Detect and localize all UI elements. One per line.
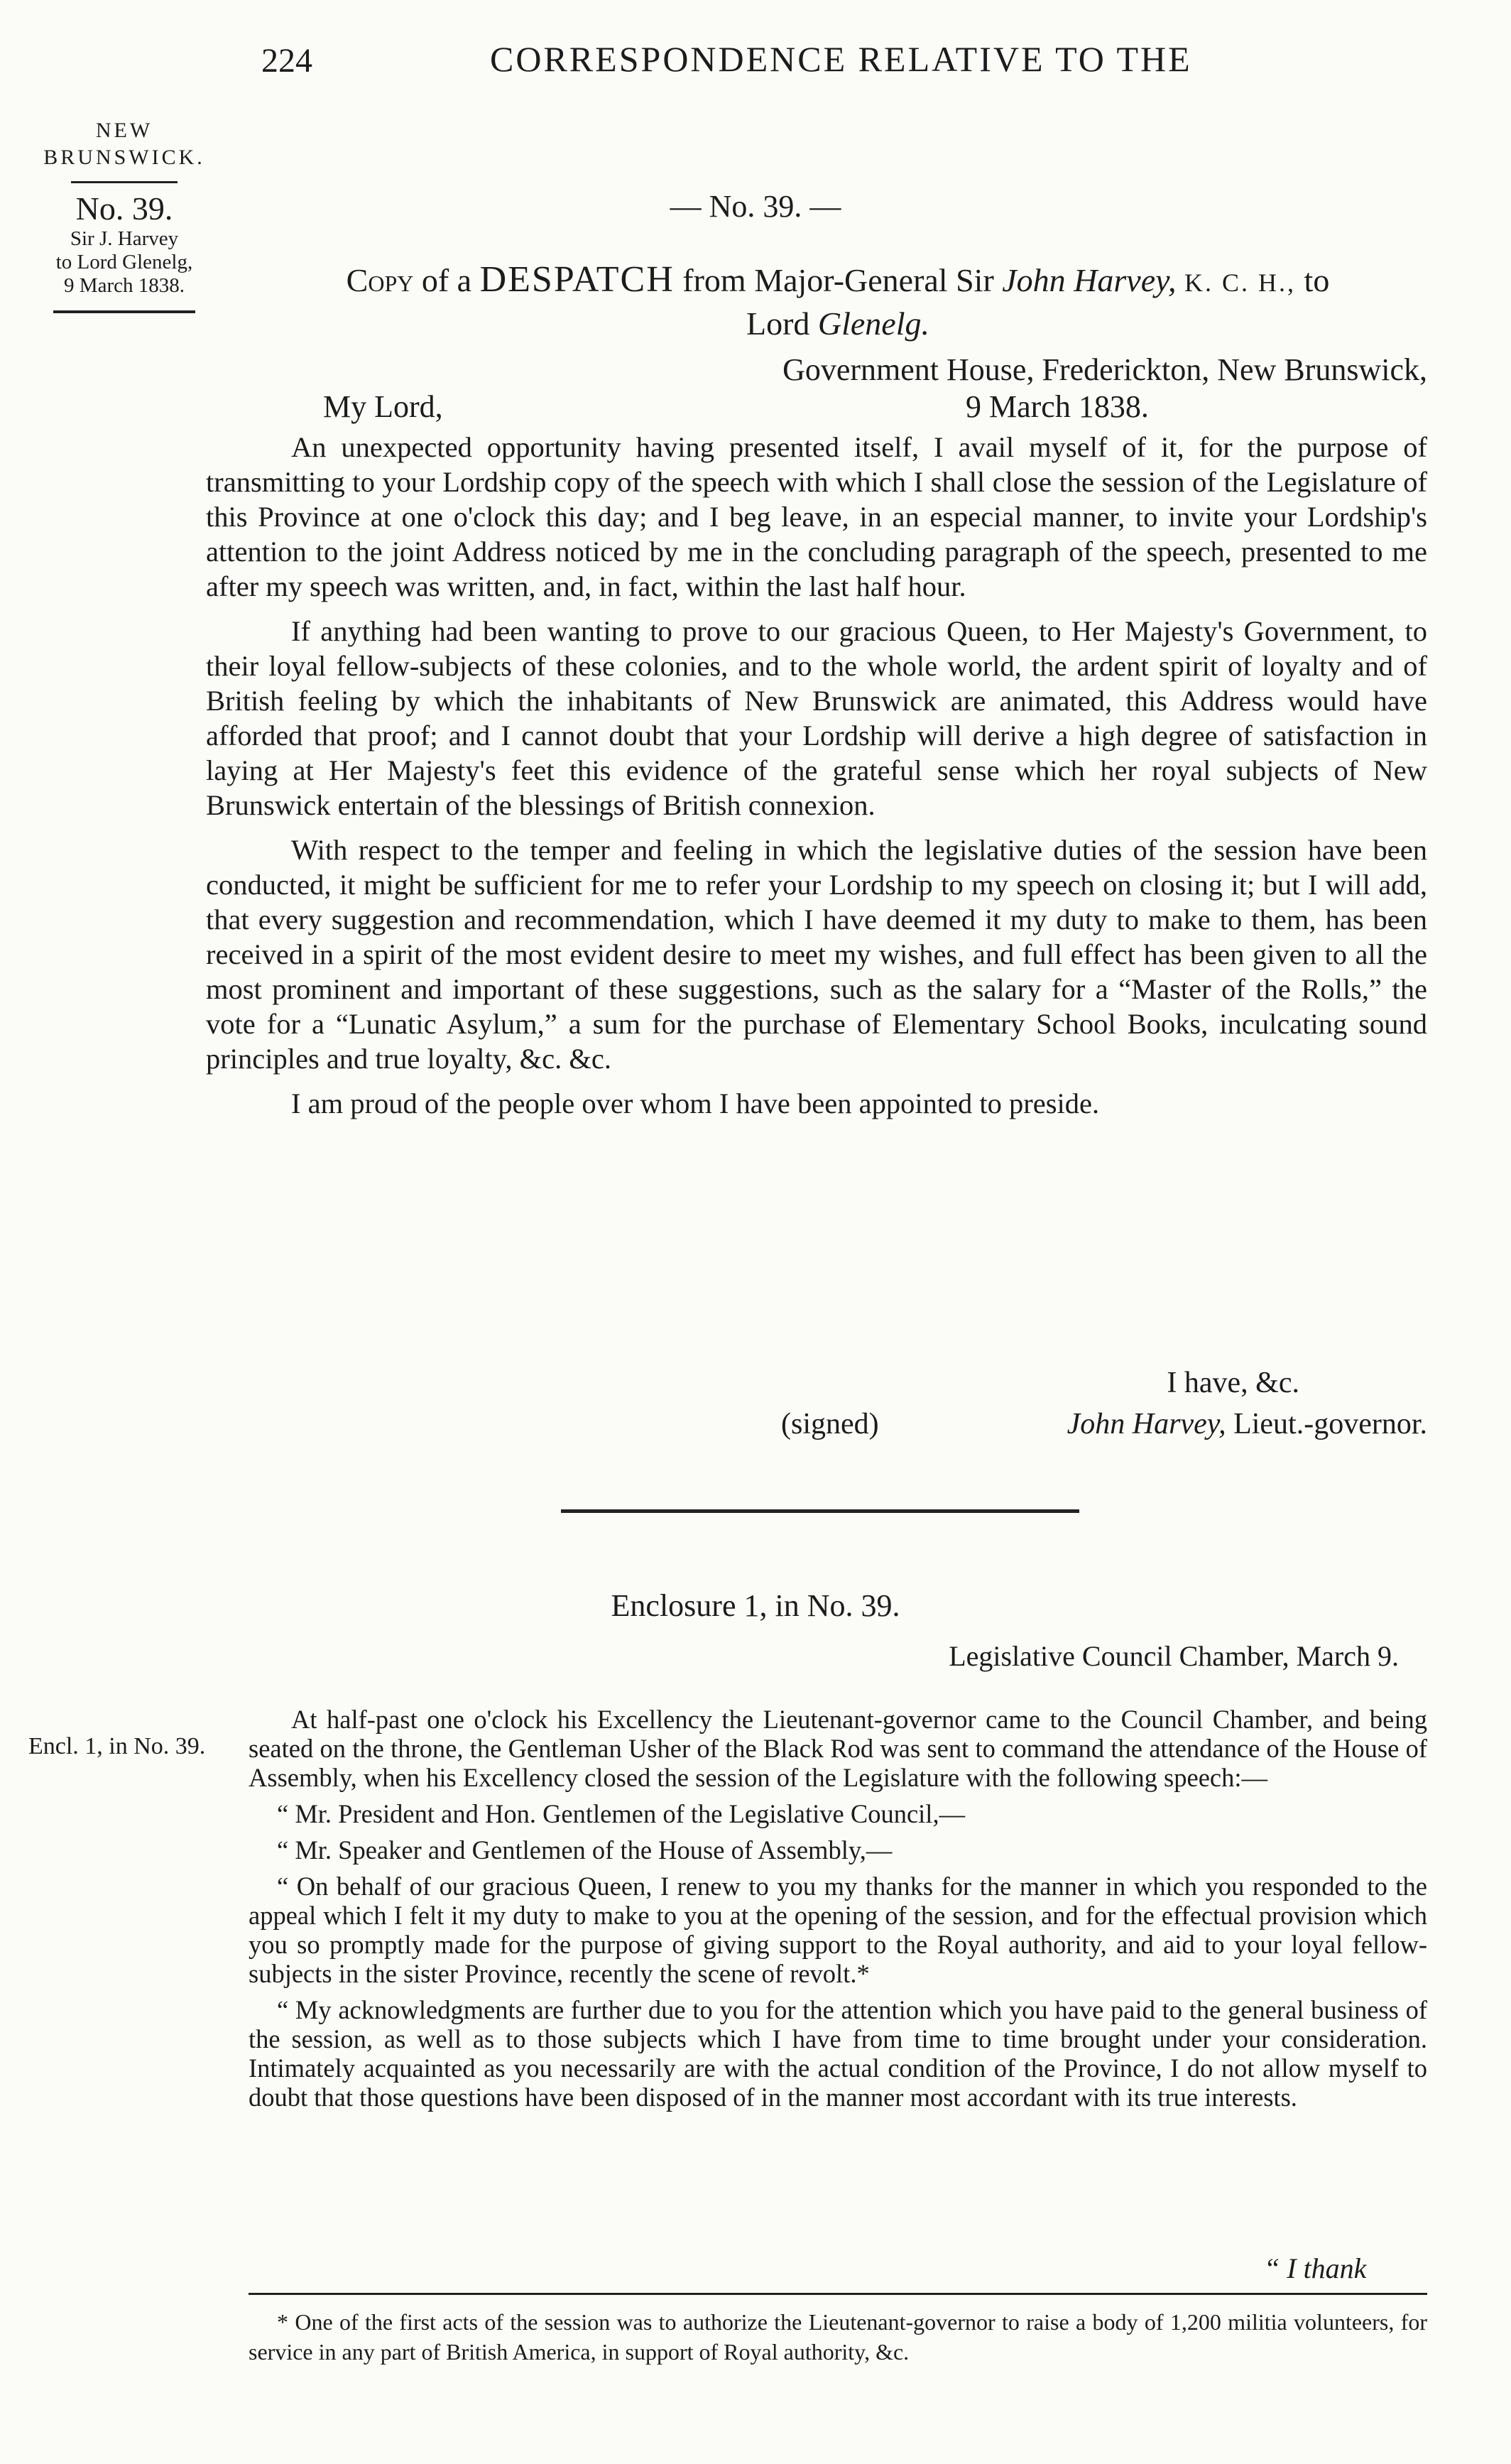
catchword: “ I thank <box>1264 2252 1367 2284</box>
margin-line: 9 March 1838. <box>64 274 185 297</box>
margin-despatch-number: No. 39. <box>75 190 173 227</box>
heading-sender: John Harvey, <box>1002 262 1177 298</box>
heading-to: to <box>1304 262 1330 298</box>
enclosure-heading: Enclosure 1, in No. 39. <box>611 1588 900 1623</box>
heading-copy: Copy <box>346 262 414 298</box>
margin-province-line: BRUNSWICK. <box>43 146 205 169</box>
despatch-body <box>206 430 1427 1125</box>
body-paragraph: I am proud of the people over whom I have been appointed to preside. <box>291 1087 1100 1119</box>
signed-label: (signed) <box>781 1408 879 1440</box>
dateline <box>249 352 1427 427</box>
heading-recipient: Glenelg. <box>817 305 930 342</box>
enclosure-paragraph: “ Mr. President and Hon. Gentlemen of the Legislative Council,— <box>277 1799 966 1828</box>
enclosure-place-date: Legislative Council Chamber, March 9. <box>949 1640 1399 1672</box>
page-header <box>0 28 1511 92</box>
closing-block <box>249 1362 1427 1446</box>
despatch-date: 9 March 1838. <box>966 389 1149 424</box>
enclosure-paragraph: “ Mr. Speaker and Gentlemen of the House of Assembly,— <box>277 1835 893 1865</box>
margin-province-line: NEW <box>95 119 153 142</box>
enclosure-margin-note: Encl. 1, in No. 39. <box>28 1733 206 1759</box>
enclosure-paragraph: “ On behalf of our gracious Queen, I renew to you my thanks for the manner in which you responded to the appeal which I felt it my duty to make to you at the opening of the session, and for the effectual provision which you so promptly made for the purpose of giving support to the Royal authority, and aid to your loyal fellow-subjects in the sister Province, recently the scene of revolt.* <box>249 1872 1427 1988</box>
heading-lord: Lord <box>746 305 810 342</box>
running-title: CORRESPONDENCE RELATIVE TO THE <box>490 39 1192 79</box>
footnote-rule <box>249 2293 1427 2295</box>
enclosure-paragraph: At half-past one o'clock his Excellency the Lieutenant-governor came to the Council Chamber, and being seated on the throne, the Gentleman Usher of the Black Rod was sent to command the attendance of the House of Assembly, when his Excellency closed the session of the Legislature with the following speech:— <box>249 1705 1427 1792</box>
body-paragraph: An unexpected opportunity having presented itself, I avail myself of it, for the purpose of transmitting to your Lordship copy of the speech with which I shall close the session of the Legislature of this Province at one o'clock this day; and I beg leave, in an especial manner, to invite your Lordship's attention to the joint Address noticed by me in the concluding paragraph of the speech, presented to me after my speech was written, and, in fact, within the last half hour. <box>206 431 1427 602</box>
margin-line: to Lord Glenelg, <box>55 251 193 273</box>
signer-title: Lieut.-governor. <box>1233 1408 1427 1440</box>
enclosure-paragraph: “ My acknowledgments are further due to you for the attention which you have paid to the general business of the session, as well as to those subjects which I have from time to time brought under your consideration. Intimately acquainted as you necessarily are with the actual condition of the Province, I do not allow myself to doubt that those questions have been disposed of in the manner most accordant with its true interests. <box>249 1995 1427 2112</box>
margin-rule <box>53 310 195 313</box>
body-paragraph: With respect to the temper and feeling in which the legislative duties of the session have been conducted, it might be sufficient for me to refer your Lordship to my speech on closing it; but I will add, that every suggestion and recommendation, which I have deemed it my duty to make to them, has been received in a spirit of the most evident desire to meet my wishes, and full effect has been given to all the most prominent and important of these suggestions, such as the salary for a “Master of the Rolls,” the vote for a “Lunatic Asylum,” a sum for the purchase of Elementary School Books, inculcating sound principles and true loyalty, &c. &c. <box>206 834 1427 1075</box>
heading-from: from Major-General Sir <box>682 262 994 298</box>
margin-line: Sir J. Harvey <box>70 227 179 250</box>
footnote: * One of the first acts of the session was to authorize the Lieutenant-governor to raise a body of 1,200 militia volunteers, for service in any part of British America, in support of Royal authority, &c. <box>249 2309 1427 2365</box>
body-paragraph: If anything had been wanting to prove to our gracious Queen, to Her Majesty's Government, to their loyal fellow-subjects of these colonies, and to the whole world, the ardent spirit of loyalty and of British feeling by which the inhabitants of New Brunswick are animated, this Address would have afforded that proof; and I cannot doubt that your Lordship will derive a high degree of satisfaction in laying at Her Majesty's feet this evidence of the grateful sense which her royal subjects of New Brunswick entertain of the blessings of British connexion. <box>206 615 1427 821</box>
section-divider <box>561 1509 1079 1513</box>
heading-despatch: DESPATCH <box>479 259 675 300</box>
heading-honours: K. C. H., <box>1184 268 1297 297</box>
signer-name: John Harvey, <box>1067 1408 1226 1440</box>
despatch-place: Government House, Frederickton, New Brunswick, <box>782 352 1427 387</box>
despatch-number: — No. 39. — <box>670 189 841 224</box>
salutation: My Lord, <box>323 389 443 424</box>
signature <box>1067 1404 1427 1445</box>
heading-of-a: of a <box>421 262 472 298</box>
despatch-heading <box>249 259 1427 344</box>
closing-formula: I have, &c. <box>1167 1367 1299 1399</box>
enclosure-body <box>249 1705 1427 2119</box>
margin-rule <box>71 181 178 183</box>
page-number: 224 <box>261 42 312 80</box>
